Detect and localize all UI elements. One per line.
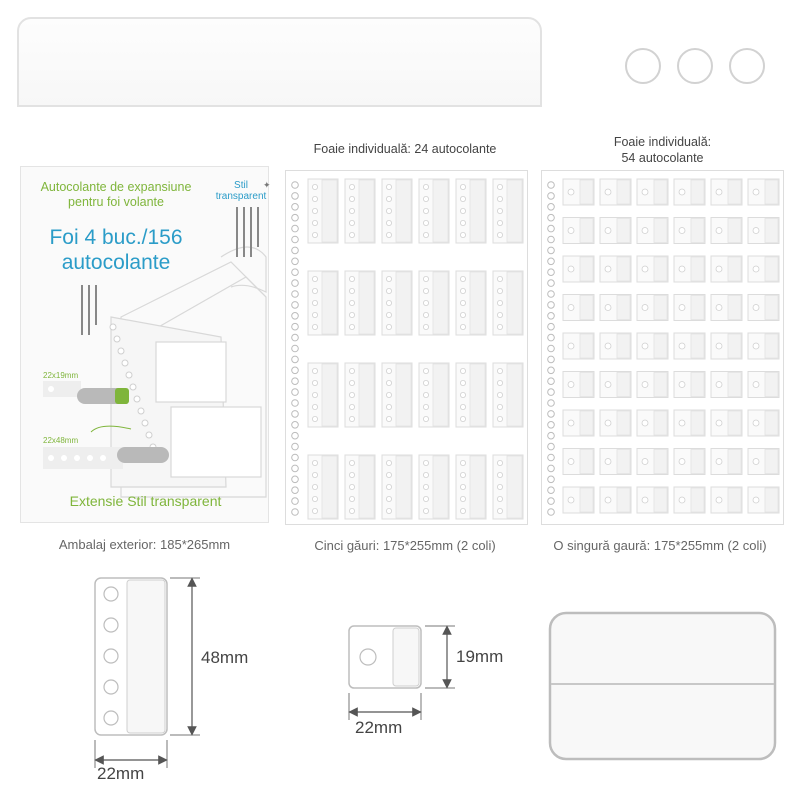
package-size-b: 22x48mm [43, 436, 79, 445]
package-style-label: Stil transparent [215, 180, 267, 202]
sheet2-header: Foaie individuală: 54 autocolante [613, 135, 712, 165]
package-caption: Ambalaj exterior: 185*265mm [58, 537, 231, 552]
package-main-text: Foi 4 buc./156 autocolante [49, 226, 183, 274]
package-title: Autocolante de expansiune pentru foi volante [40, 180, 192, 209]
large-height-label: 48mm [201, 648, 249, 667]
package-bottom-text: Extensie Stil transparent [69, 493, 222, 509]
sheet1-caption: Cinci găuri: 175*255mm (2 coli) [314, 538, 496, 553]
large-sticker-diagram [95, 578, 200, 768]
sheet1-header: Foaie individuală: 24 autocolante [313, 142, 497, 156]
transparent-sticker-closeup [550, 613, 775, 759]
sheet2-caption: O singură gaură: 175*255mm (2 coli) [553, 538, 767, 553]
small-width-label: 22mm [355, 718, 403, 737]
small-height-label: 19mm [456, 647, 504, 666]
large-width-label: 22mm [97, 764, 145, 783]
sparkle-icon: ✦ [263, 180, 271, 190]
small-sticker-diagram [349, 626, 455, 720]
package-size-a: 22x19mm [43, 371, 79, 380]
